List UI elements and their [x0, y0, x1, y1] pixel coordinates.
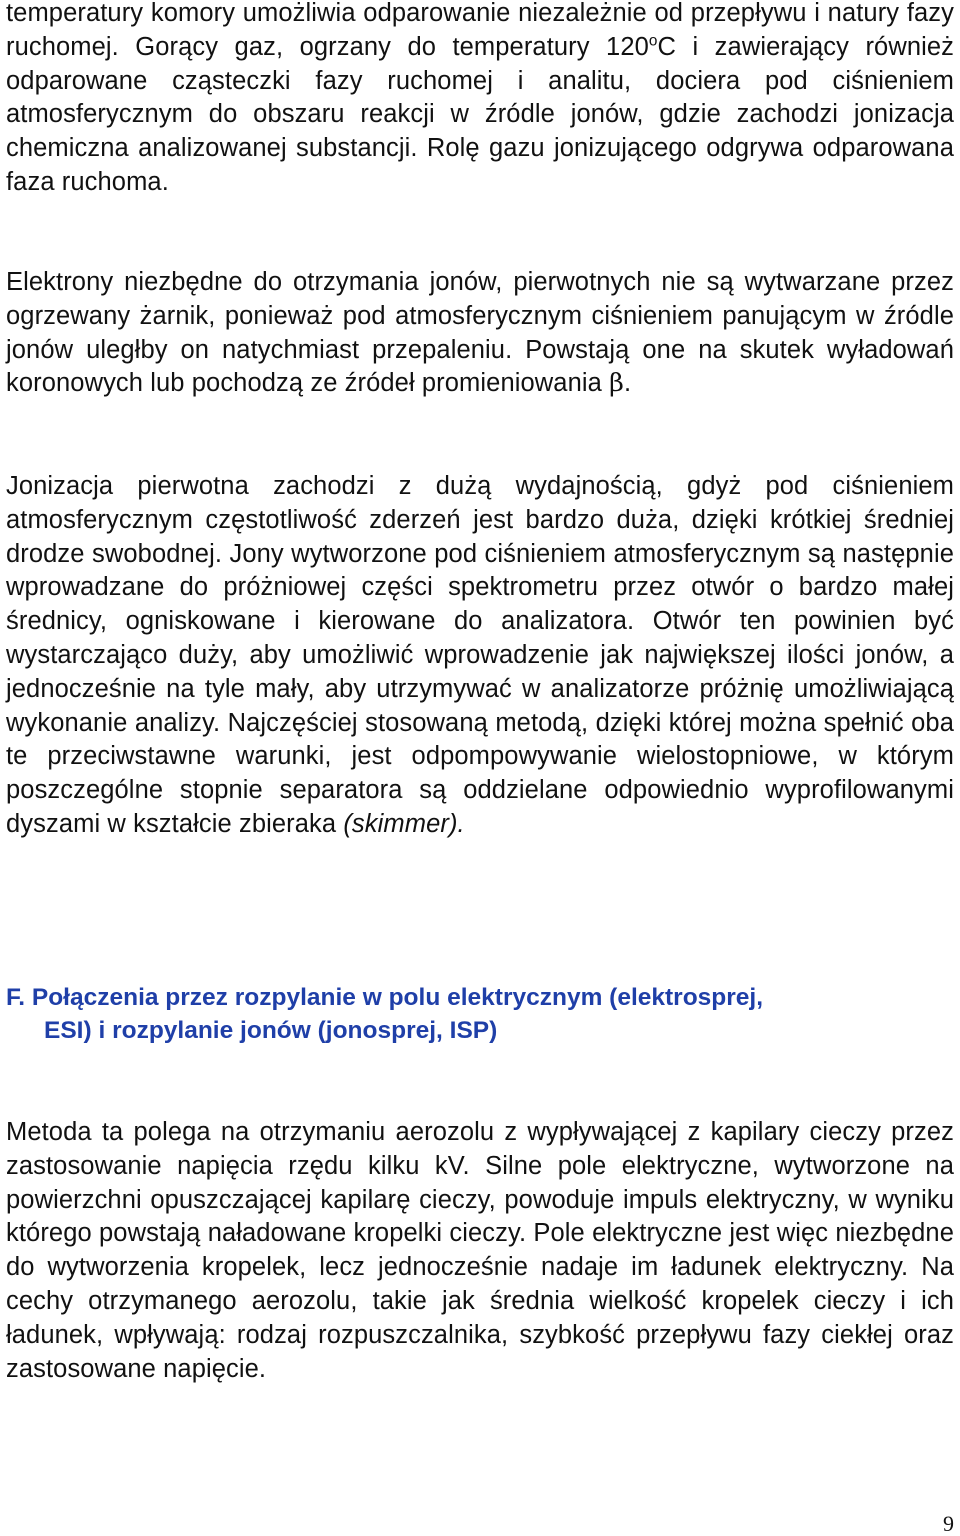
- heading-line-2: ESI) i rozpylanie jonów (jonosprej, ISP): [44, 1017, 498, 1044]
- degree-symbol: o: [648, 32, 658, 50]
- heading-line-1: F. Połączenia przez rozpylanie w polu elektrycznym (elektrosprej,: [6, 984, 764, 1011]
- paragraph-text: Jonizacja pierwotna zachodzi z dużą wydajnością, gdyż pod ciśnieniem atmosferycznym częstotliwość zderzeń jest bardzo duża, dzięki krótkiej średniej drodze swobodnej. Jony wytworzone pod ciśnieniem atmosferycznym są następnie wprowadzane do próżniowej części spektrometru przez otwór o bardzo małej średnicy, ogniskowane i kierowane do analizatora. Otwór ten powinien być wystarczająco duży, aby umożliwić wprowadzenie jak największej ilości jonów, a jednocześnie na tyle mały, aby utrzymywać w analizatorze próżnię umożliwiającą wykonanie analizy. Najczęściej stosowaną metodą, dzięki której można spełnić oba te przeciwstawne warunki, jest odpompowywanie wielostopniowe, w którym poszczególne stopnie separatora są oddzielane odpowiednio wyprofilowanymi dyszami w kształcie zbieraka: [6, 472, 954, 838]
- paragraph-primary-electrons: [6, 266, 954, 401]
- paragraph-apci-vaporization: [6, 0, 954, 200]
- paragraph-text: temperatury komory umożliwia odparowanie niezależnie od przepływu i natury fazy ruchomej. Gorący gaz, ogrzany do temperatury 120: [6, 0, 954, 61]
- paragraph-text-end: .: [623, 369, 632, 398]
- page-number: 9: [943, 1511, 954, 1536]
- section-heading-esi-isp: [6, 981, 954, 1047]
- paragraph-text: Elektrony niezbędne do otrzymania jonów, pierwotnych nie są wytwarzane przez ogrzewany żarnik, ponieważ pod atmosferycznym ciśnieniem panującym w źródle jonów uległby on natychmiast przepaleniu. Powstają one na skutek wyładowań koronowych lub pochodzą ze źródeł promieniowania: [6, 268, 954, 398]
- skimmer-term: (skimmer).: [343, 809, 465, 838]
- beta-symbol: β: [609, 368, 624, 399]
- paragraph-text-continued: C i zawierający również odparowane cząsteczki fazy ruchomej i analitu, dociera pod ciśnieniem atmosferycznym do obszaru reakcji w źródle jonów, gdzie zachodzi jonizacja chemiczna analizowanej substancji. Rolę gazu jonizującego odgrywa odparowana faza ruchoma.: [6, 32, 955, 196]
- paragraph-primary-ionization: [6, 470, 954, 842]
- paragraph-electrospray-method: Metoda ta polega na otrzymaniu aerozolu z wypływającej z kapilary cieczy przez zastosowanie napięcia rzędu kilku kV. Silne pole elektryczne, wytworzone na powierzchni opuszczającej kapilarę cieczy, powoduje impuls elektryczny, w wyniku którego powstają naładowane kropelki cieczy. Pole elektryczne jest więc niezbędne do wytworzenia kropelek, lecz jednocześnie nadaje im ładunek elektryczny. Na cechy otrzymanego aerozolu, takie jak średnia wielkość kropelek cieczy i ich ładunek, wpływają: rodzaj rozpuszczalnika, szybkość przepływu fazy ciekłej oraz zastosowane napięcie.: [6, 1118, 954, 1383]
